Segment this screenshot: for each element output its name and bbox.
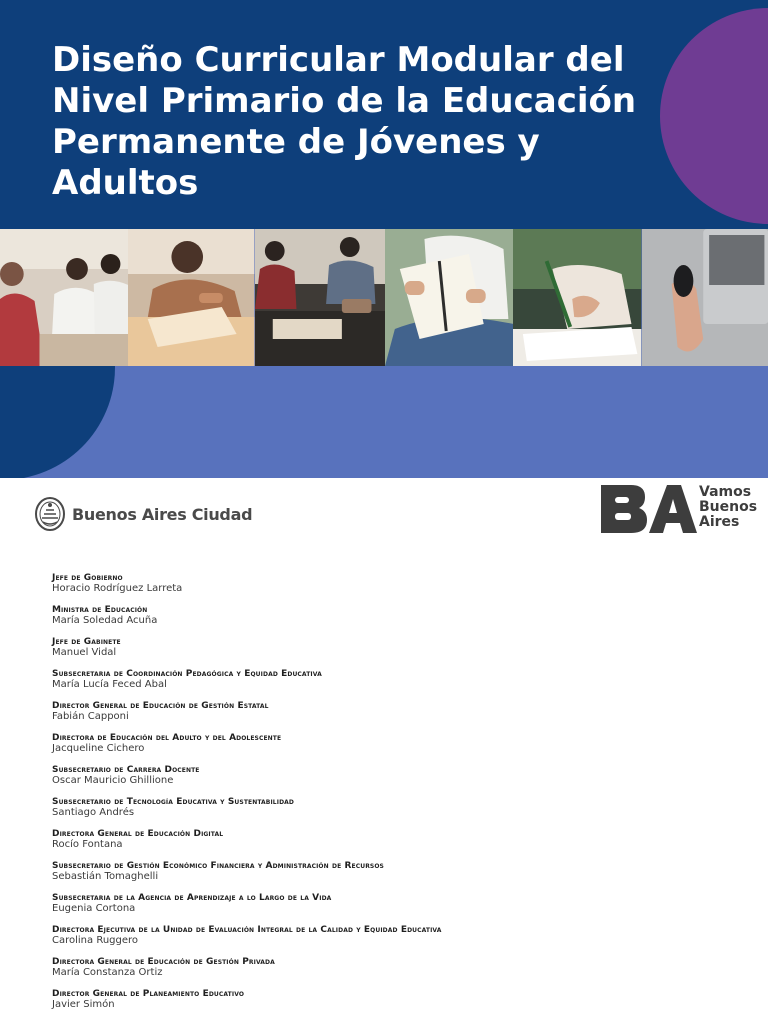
photo-hand-mouse-laptop: [642, 229, 768, 366]
credits-list: [52, 573, 742, 1021]
credit-role: Subsecretario de Gestión Económico Financiera y Administración de Recursos: [52, 861, 384, 871]
credit-entry: [52, 829, 742, 850]
credit-name: Carolina Ruggero: [52, 935, 139, 946]
buenos-aires-ciudad-logo: [34, 496, 252, 532]
photo-hand-writing: [513, 229, 641, 366]
photo-person-reading: [385, 229, 513, 366]
credit-role: Jefe de Gabinete: [52, 637, 121, 647]
credit-name: Eugenia Cortona: [52, 903, 136, 914]
credit-entry: [52, 989, 742, 1010]
credit-name: Santiago Andrés: [52, 807, 135, 818]
photo-students-classroom: [0, 229, 128, 366]
credit-entry: [52, 733, 742, 754]
credit-role: Subsecretaria de Coordinación Pedagógica y Equidad Educativa: [52, 669, 322, 679]
ba-logo-mark: [601, 483, 697, 533]
credit-name: María Lucía Feced Abal: [52, 679, 167, 690]
ba-slogan: [699, 485, 757, 530]
credit-entry: [52, 925, 742, 946]
credit-role: Directora de Educación del Adulto y del Adolescente: [52, 733, 282, 743]
credit-entry: [52, 605, 742, 626]
cover-banner: [0, 0, 768, 478]
slogan-line: Buenos: [699, 498, 758, 515]
credit-name: Oscar Mauricio Ghillione: [52, 775, 174, 786]
city-seal-icon: [34, 496, 66, 532]
credit-name: Jacqueline Cichero: [52, 743, 145, 754]
credit-entry: [52, 669, 742, 690]
photo-students-desk: [255, 229, 385, 366]
credit-role: Subsecretario de Tecnología Educativa y Sustentabilidad: [52, 797, 294, 807]
credit-entry: [52, 573, 742, 594]
photo-strip: [0, 229, 768, 366]
credit-entry: [52, 701, 742, 722]
credit-role: Ministra de Educación: [52, 605, 148, 615]
credit-name: Manuel Vidal: [52, 647, 117, 658]
logo-left-text: Buenos Aires Ciudad: [72, 504, 253, 524]
cover-title: Diseño Curricular Modular del Nivel Primario de la Educación Permanente de Jóvenes y Adultos: [52, 40, 637, 203]
slogan-line: Aires: [699, 513, 740, 530]
vamos-buenos-aires-logo: [601, 483, 757, 533]
credit-entry: [52, 797, 742, 818]
credit-name: María Constanza Ortiz: [52, 967, 163, 978]
credit-role: Directora General de Educación de Gestión Privada: [52, 957, 275, 967]
credit-name: Fabián Capponi: [52, 711, 129, 722]
photo-student-writing: [128, 229, 254, 366]
credit-role: Subsecretario de Carrera Docente: [52, 765, 200, 775]
credit-entry: [52, 765, 742, 786]
credit-entry: [52, 637, 742, 658]
credit-role: Subsecretaria de la Agencia de Aprendizaje a lo Largo de la Vida: [52, 893, 332, 903]
credit-entry: [52, 957, 742, 978]
credit-name: Rocío Fontana: [52, 839, 123, 850]
credit-role: Directora Ejecutiva de la Unidad de Evaluación Integral de la Calidad y Equidad Educativa: [52, 925, 442, 935]
slogan-line: Vamos: [699, 483, 752, 500]
credit-role: Director General de Planeamiento Educativo: [52, 989, 245, 999]
credit-role: Directora General de Educación Digital: [52, 829, 224, 839]
credit-name: Javier Simón: [52, 999, 115, 1010]
credit-role: Jefe de Gobierno: [52, 573, 123, 583]
credit-role: Director General de Educación de Gestión Estatal: [52, 701, 269, 711]
credit-entry: [52, 861, 742, 882]
credit-name: Sebastián Tomaghelli: [52, 871, 159, 882]
credit-entry: [52, 893, 742, 914]
credit-name: María Soledad Acuña: [52, 615, 158, 626]
credit-name: Horacio Rodríguez Larreta: [52, 583, 183, 594]
